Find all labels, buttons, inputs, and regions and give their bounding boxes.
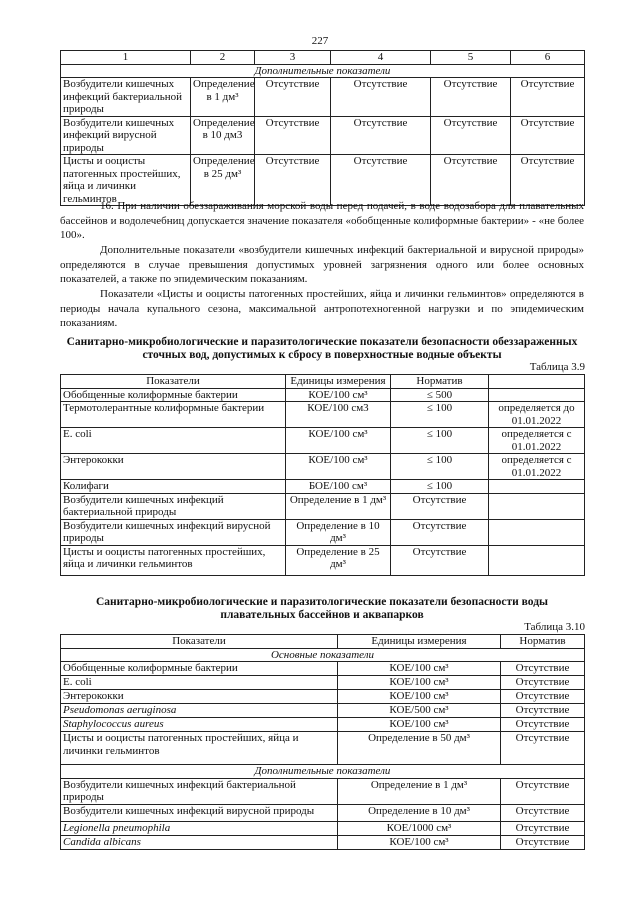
table-row [61,835,585,849]
table-cell: Возбудители кишечных инфекций вирусной природы [61,116,191,155]
table-cell: ≤ 100 [391,428,489,454]
table-cell: КОЕ/100 см³ [286,388,391,402]
table-cell: Legionella pneumophila [61,821,338,835]
table-cell: Определение в 1 дм³ [286,493,391,519]
table-row [61,428,585,454]
table-cell: Определение в 10 дм³ [286,519,391,545]
table-cell: КОЕ/100 см3 [286,402,391,428]
table-row [61,804,585,821]
table-cell: Отсутствие [501,804,585,821]
table-cell: Отсутствие [331,78,431,117]
paragraph-16: 16. При наличии обеззараживания морской воды перед подачей, в воде водозабора для плавательных бассейнов и водолечебниц допускается значение показателя «обобщенные колиформные бактерии» - «не более 100». [60,200,584,241]
table-cell: Отсутствие [255,155,331,206]
table-cell: Отсутствие [501,835,585,849]
table-cell: Термотолерантные колиформные бактерии [61,402,286,428]
table-row [61,718,585,732]
table-cell: Цисты и ооцисты патогенных простейших, яйца и личинки гельминтов [61,155,191,206]
table-cell: Показатели [61,375,286,389]
table-cell: E. coli [61,428,286,454]
table-cell: ≤ 100 [391,480,489,494]
table-cell: определяется с 01.01.2022 [489,428,585,454]
table-row [61,690,585,704]
table-row [61,545,585,575]
table-cell: КОЕ/1000 см³ [338,821,501,835]
table-row [61,778,585,804]
table-cell: КОЕ/100 см³ [286,454,391,480]
table-cell: Отсутствие [431,116,511,155]
table-cell: Норматив [501,635,585,649]
table-cell: Энтерококки [61,690,338,704]
header-row [61,51,585,65]
table-cell: Отсутствие [501,662,585,676]
table-row [61,116,585,155]
table-cell: 1 [61,51,191,65]
table-cell: Отсутствие [511,155,585,206]
table-row [61,155,585,206]
table-cell: Отсутствие [511,116,585,155]
table-cell: Отсутствие [255,116,331,155]
table-3-10 [60,634,585,850]
table-cell: ≤ 500 [391,388,489,402]
table-cell [489,388,585,402]
paragraph-additional: Дополнительные показатели «возбудители кишечных инфекций бактериальной и вирусной природы» определяются в случае превышения допустимых уровней загрязнения одного или более основных показателей, а также по эпидемическим показаниям. [60,244,584,285]
header-row [61,635,585,649]
section-label: Основные показатели [61,648,585,662]
section-label: Дополнительные показатели [61,64,585,78]
table-continued [60,50,585,206]
table-cell: Определение в 1 дм³ [191,78,255,117]
table-cell: Обобщенные колиформные бактерии [61,662,338,676]
table-row [61,676,585,690]
table-cell: Норматив [391,375,489,389]
table-cell: Отсутствие [331,155,431,206]
table-cell: БОЕ/100 см³ [286,480,391,494]
table-cell: Отсутствие [391,493,489,519]
section-row [61,64,585,78]
table-cell: Определение в 25 дм³ [286,545,391,575]
table-cell: Staphylococcus aureus [61,718,338,732]
table-cell: Отсутствие [501,718,585,732]
table-cell: Отсутствие [391,545,489,575]
table-cell: Определение в 10 дм³ [338,804,501,821]
table-cell: E. coli [61,676,338,690]
table-cell: Candida albicans [61,835,338,849]
table-cell: Единицы измерения [338,635,501,649]
table-cell: Возбудители кишечных инфекций вирусной природы [61,519,286,545]
table-cell: КОЕ/100 см³ [338,662,501,676]
table-cell: Колифаги [61,480,286,494]
table-3-9 [60,374,585,576]
table-cell: ≤ 100 [391,402,489,428]
table-cell: Отсутствие [511,78,585,117]
table-cell [489,493,585,519]
table-3-9-title: Санитарно-микробиологические и паразитологические показатели безопасности обеззараженных сточных вод, допустимых к сбросу в поверхностные водные объекты [66,336,578,361]
table-row [61,704,585,718]
table-cell: КОЕ/100 см³ [338,676,501,690]
table-cell: Единицы измерения [286,375,391,389]
table-cell: Отсутствие [501,778,585,804]
table-cell: определяется до 01.01.2022 [489,402,585,428]
table-row [61,662,585,676]
table-3-9-caption: Таблица 3.9 [529,361,585,373]
table-cell [489,545,585,575]
table-cell: Определение в 50 дм³ [338,732,501,765]
table-cell: определяется с 01.01.2022 [489,454,585,480]
table-cell: Отсутствие [431,78,511,117]
page-number: 227 [311,35,329,47]
table-cell: Отсутствие [431,155,511,206]
table-cell: Отсутствие [255,78,331,117]
table-cell: Отсутствие [501,704,585,718]
table-row [61,78,585,117]
table-cell [489,375,585,389]
table-cell: Отсутствие [501,676,585,690]
table-row [61,732,585,765]
section-label: Дополнительные показатели [61,765,585,779]
table-cell [489,480,585,494]
header-row [61,375,585,389]
table-cell: Возбудители кишечных инфекций бактериальной природы [61,778,338,804]
table-row [61,821,585,835]
table-cell: Цисты и ооцисты патогенных простейших, яйца и личинки гельминтов [61,732,338,765]
table-cell: Pseudomonas aeruginosa [61,704,338,718]
table-cell: Отсутствие [501,690,585,704]
table-cell: Отсутствие [501,821,585,835]
table-cell: Отсутствие [501,732,585,765]
section-row [61,765,585,779]
table-row [61,480,585,494]
table-row [61,493,585,519]
table-cell: Определение в 1 дм³ [338,778,501,804]
table-row [61,402,585,428]
table-cell: 5 [431,51,511,65]
table-cell: КОЕ/500 см³ [338,704,501,718]
table-cell: 6 [511,51,585,65]
table-cell [489,519,585,545]
table-row [61,454,585,480]
table-3-10-caption: Таблица 3.10 [524,621,585,633]
section-row [61,648,585,662]
table-cell: Энтерококки [61,454,286,480]
table-cell: Возбудители кишечных инфекций бактериальной природы [61,78,191,117]
table-cell: Отсутствие [391,519,489,545]
table-cell: Возбудители кишечных инфекций вирусной природы [61,804,338,821]
table-cell: Возбудители кишечных инфекций бактериальной природы [61,493,286,519]
table-row [61,388,585,402]
table-cell: КОЕ/100 см³ [338,690,501,704]
table-cell: Отсутствие [331,116,431,155]
table-row [61,519,585,545]
table-cell: Определение в 10 дм3 [191,116,255,155]
table-cell: Определение в 25 дм³ [191,155,255,206]
table-cell: КОЕ/100 см³ [338,835,501,849]
table-cell: Показатели [61,635,338,649]
table-cell: 4 [331,51,431,65]
table-cell: 2 [191,51,255,65]
table-cell: Обобщенные колиформные бактерии [61,388,286,402]
table-cell: КОЕ/100 см³ [338,718,501,732]
paragraph-cysts: Показатели «Цисты и ооцисты патогенных простейших, яйца и личинки гельминтов» определяются в периоды начала купального сезона, максимальной антропотехногенной нагрузки и по эпидемическим показаниям. [60,288,584,329]
table-cell: Цисты и ооцисты патогенных простейших, яйца и личинки гельминтов [61,545,286,575]
table-cell: 3 [255,51,331,65]
table-cell: ≤ 100 [391,454,489,480]
table-cell: КОЕ/100 см³ [286,428,391,454]
table-3-10-title: Санитарно-микробиологические и паразитологические показатели безопасности воды плавательных бассейнов и аквапарков [95,596,549,621]
